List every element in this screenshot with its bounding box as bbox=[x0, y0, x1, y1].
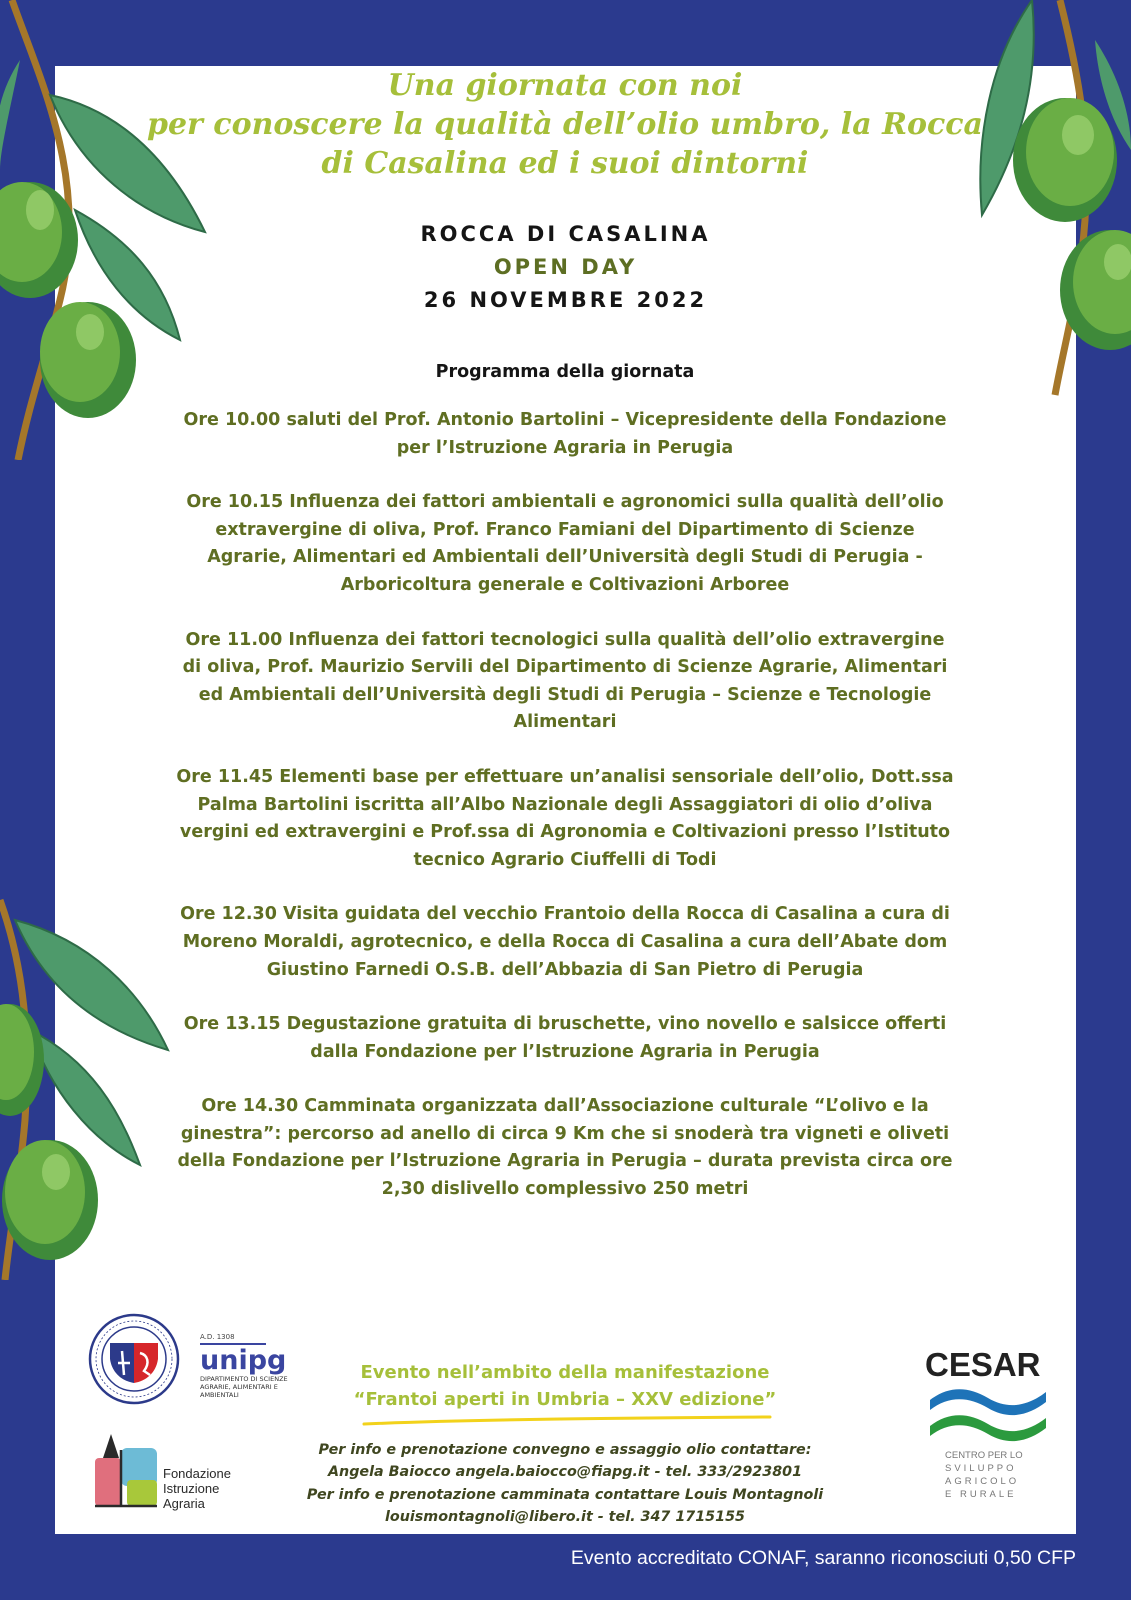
olive-branch-bottom-left-icon bbox=[0, 880, 180, 1280]
footer-accreditation: Evento accreditato CONAF, saranno riconosciuti 0,50 CFP bbox=[570, 1547, 1076, 1569]
location-heading: ROCCA DI CASALINA bbox=[420, 222, 711, 246]
unipg-department: DIPARTIMENTO DI SCIENZE AGRARIE, ALIMENTARI E AMBIENTALI bbox=[200, 1375, 288, 1399]
contact-info bbox=[255, 1439, 875, 1529]
program-entry: Ore 12.30 Visita guidata del vecchio Frantoio della Rocca di Casalina a cura di Moreno Moraldi, agrotecnico, e della Rocca di Casalina a cura dell’Abate dom Giustino Farnedi O.S.B. dell’Abbazia di San Pietro di Perugia bbox=[180, 904, 950, 980]
contact-line: Per info e prenotazione camminata contattare Louis Montagnoli bbox=[306, 1486, 824, 1503]
cesar-logo-subtitle bbox=[945, 1449, 1045, 1501]
program-section bbox=[175, 360, 955, 1231]
underline-divider bbox=[362, 1415, 772, 1427]
contact-line: louismontagnoli@libero.it - tel. 347 1715155 bbox=[385, 1509, 745, 1526]
program-title: Programma della giornata bbox=[435, 362, 695, 382]
cesar-logo-name: CESAR bbox=[925, 1346, 1041, 1383]
cesar-line: E RURALE bbox=[945, 1489, 1017, 1500]
university-seal-logo bbox=[88, 1313, 180, 1405]
olive-branch-top-right-icon bbox=[970, 0, 1131, 400]
fondazione-line: Agraria bbox=[163, 1496, 205, 1511]
date-heading: 26 NOVEMBRE 2022 bbox=[423, 288, 708, 312]
cesar-line: AGRICOLO bbox=[945, 1476, 1020, 1487]
fondazione-logo-text bbox=[163, 1466, 231, 1511]
headline bbox=[130, 66, 1000, 183]
program-entry: Ore 14.30 Camminata organizzata dall’Associazione culturale “L’olivo e la ginestra”: percorso ad anello di circa 9 Km che si snoderà tra vigneti e oliveti della Fondazione per l’Istruzione Agraria in Perugia – durata prevista circa ore 2,30 dislivello complessivo 250 metri bbox=[177, 1096, 953, 1200]
contact-line: Angela Baiocco angela.baiocco@fiapg.it - tel. 333/2923801 bbox=[327, 1464, 803, 1481]
fondazione-line: Istruzione bbox=[163, 1481, 220, 1496]
event-note-line-2: “Frantoi aperti in Umbria – XXV edizione” bbox=[353, 1389, 777, 1410]
program-entry: Ore 13.15 Degustazione gratuita di bruschette, vino novello e salsicce offerti dalla Fondazione per l’Istruzione Agraria in Perugia bbox=[183, 1014, 947, 1062]
event-note bbox=[300, 1359, 830, 1413]
headline-line-1: Una giornata con noi bbox=[387, 68, 743, 103]
cesar-waves-icon bbox=[928, 1386, 1048, 1442]
event-note-line-1: Evento nell’ambito della manifestazione bbox=[360, 1362, 770, 1383]
program-entry: Ore 11.00 Influenza dei fattori tecnologici sulla qualità dell’olio extravergine di oliva, Prof. Maurizio Servili del Dipartimento di Scienze Agrarie, Alimentari ed Ambientali dell’Università degli Studi di Perugia – Scienze e Tecnologie Alimentari bbox=[182, 629, 948, 733]
open-day-heading: OPEN DAY bbox=[493, 255, 638, 279]
unipg-logo bbox=[200, 1333, 295, 1399]
contact-line: Per info e prenotazione convegno e assaggio olio contattare: bbox=[318, 1442, 812, 1458]
headline-line-3: di Casalina ed i suoi dintorni bbox=[321, 146, 809, 181]
cesar-line: SVILUPPO bbox=[945, 1463, 1017, 1474]
fondazione-logo-mark bbox=[93, 1430, 163, 1508]
program-entry: Ore 10.15 Influenza dei fattori ambientali e agronomici sulla qualità dell’olio extravergine di oliva, Prof. Franco Famiani del Dipartimento di Scienze Agrarie, Alimentari ed Ambientali dell’Università degli Studi di Perugia - Arboricoltura generale e Coltivazioni Arboree bbox=[186, 492, 944, 595]
program-entry: Ore 10.00 saluti del Prof. Antonio Bartolini – Vicepresidente della Fondazione per l’Istruzione Agraria in Perugia bbox=[183, 410, 947, 458]
headline-line-2: per conoscere la qualità dell’olio umbro, la Rocca bbox=[146, 107, 983, 142]
program-entry: Ore 11.45 Elementi base per effettuare un’analisi sensoriale dell’olio, Dott.ssa Palma Bartolini iscritta all’Albo Nazionale degli Assaggiatori di olio d’oliva vergini ed extravergini e Prof.ssa di Agronomia e Coltivazioni presso l’Istituto tecnico Agrario Ciuffelli di Todi bbox=[176, 766, 954, 870]
unipg-year: A.D. 1308 bbox=[200, 1333, 235, 1341]
cesar-line: CENTRO PER LO bbox=[945, 1450, 1023, 1461]
fondazione-line: Fondazione bbox=[163, 1466, 231, 1481]
unipg-name: unipg bbox=[200, 1345, 287, 1376]
